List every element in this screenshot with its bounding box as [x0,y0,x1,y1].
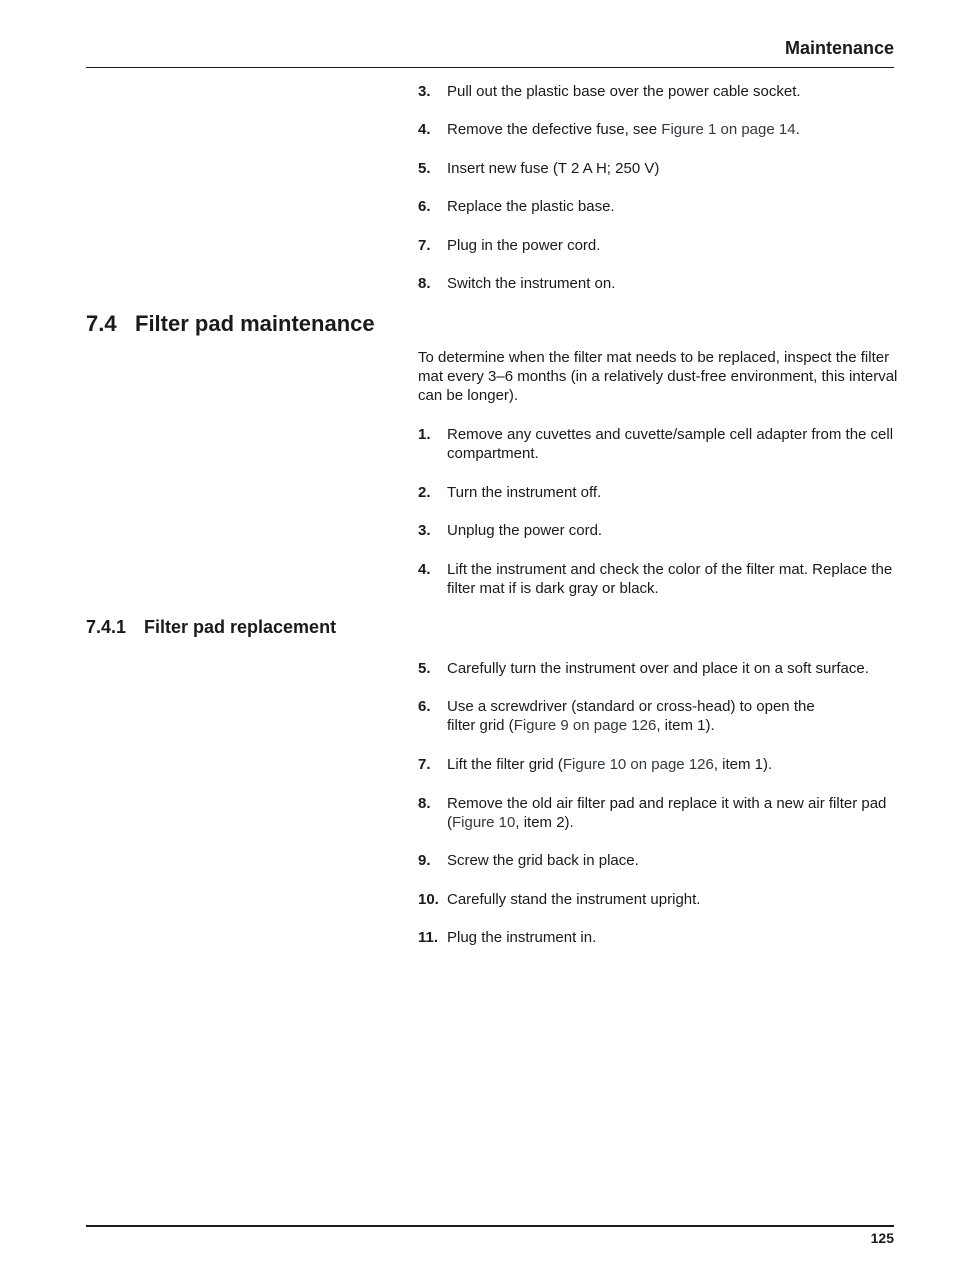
step-number: 10. [418,891,439,908]
step-text: Carefully stand the instrument upright. [447,891,701,908]
step-number: 11. [418,929,439,946]
list-item [418,82,898,101]
section-number: 7.4 [86,311,117,336]
page-number: 125 [870,1230,894,1246]
list-item [418,928,898,947]
list-item [418,159,898,178]
list-item [418,274,898,293]
figure-link[interactable]: Figure 10 [452,814,516,831]
step-number: 5. [418,160,431,177]
step-number: 1. [418,426,431,443]
step-number: 6. [418,198,431,215]
list-item [418,659,898,678]
step-text: Insert new fuse (T 2 A H; 250 V) [447,160,660,177]
step-text: Carefully turn the instrument over and place it on a soft surface. [447,660,869,677]
step-number: 2. [418,484,431,501]
list-item [418,425,898,463]
figure-link[interactable]: Figure 9 on page 126 [513,717,657,734]
list-item [418,794,898,832]
step-number: 4. [418,561,431,578]
step-text: Lift the instrument and check the color of the filter mat. Replace the filter mat if is dark gray or black. [447,561,893,597]
step-text: Plug in the power cord. [447,237,601,254]
subsection-heading [86,617,336,638]
list-item [418,697,898,735]
figure-link[interactable]: Figure 10 on page 126 [562,756,714,773]
list-item [418,890,898,909]
step-text: Remove the old air filter pad and replace it with a new air filter pad (Figure 10, item 2). [447,795,887,831]
header-rule [86,67,894,68]
step-text: Plug the instrument in. [447,929,597,946]
step-number: 3. [418,522,431,539]
step-number: 7. [418,756,431,773]
list-item [418,755,898,774]
list-item [418,120,898,139]
step-number: 5. [418,660,431,677]
list-item [418,521,898,540]
figure-link[interactable]: Figure 1 on page 14 [661,121,796,138]
step-text: Remove any cuvettes and cuvette/sample cell adapter from the cell compartment. [447,426,894,462]
footer-rule [86,1225,894,1227]
subsection-number: 7.4.1 [86,617,127,637]
step-text: Unplug the power cord. [447,522,603,539]
step-text: Switch the instrument on. [447,275,616,292]
section-intro: To determine when the filter mat needs to be replaced, inspect the filter mat every 3–6 months (in a relatively dust-free environment, this interval can be longer). [418,349,898,404]
list-item [418,483,898,502]
step-text: Remove the defective fuse, see Figure 1 on page 14. [447,121,800,138]
section-title: Filter pad maintenance [135,311,375,336]
step-text: Lift the filter grid (Figure 10 on page 126, item 1). [447,756,773,773]
list-item [418,197,898,216]
step-text: Pull out the plastic base over the power cable socket. [447,83,801,100]
page-header-title: Maintenance [784,38,894,58]
step-number: 8. [418,795,431,812]
step-text: Screw the grid back in place. [447,852,639,869]
step-text: Replace the plastic base. [447,198,615,215]
step-text: Use a screwdriver (standard or cross-head) to open the filter grid (Figure 9 on page 126, item 1). [447,698,815,734]
list-item [418,236,898,255]
step-number: 8. [418,275,431,292]
step-number: 7. [418,237,431,254]
subsection-title: Filter pad replacement [144,617,337,637]
step-number: 3. [418,83,431,100]
step-number: 6. [418,698,431,715]
step-number: 9. [418,852,431,869]
list-item [418,851,898,870]
list-item [418,560,898,598]
step-number: 4. [418,121,431,138]
section-heading [86,311,375,337]
step-text: Turn the instrument off. [447,484,602,501]
